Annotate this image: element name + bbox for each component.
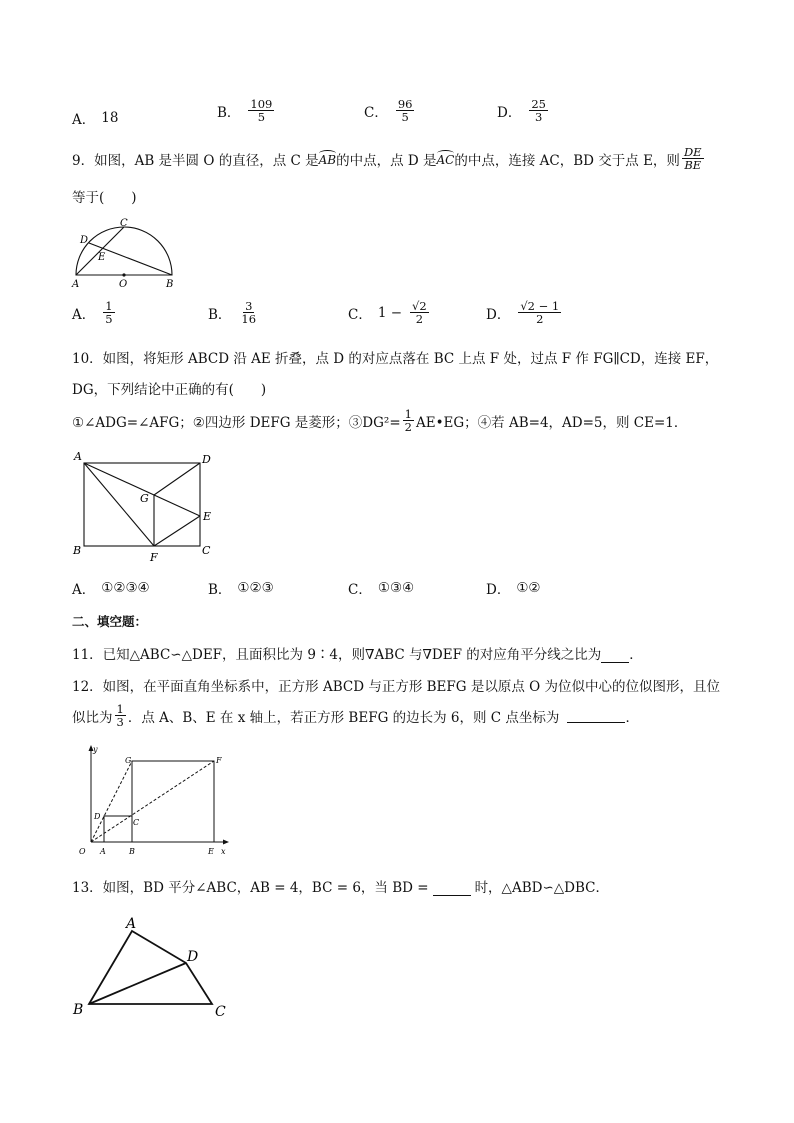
section-title-fill-in: 二、填空题： (72, 614, 148, 629)
label-f: F (216, 756, 222, 765)
label-e: E (208, 847, 214, 856)
label-b: B (166, 279, 174, 290)
q11-stem: 11．已知△ABC∽△DEF，且面积比为 9∶4，则∇ABC 与∇DEF 的对应角平分线之比为 ． (72, 647, 643, 663)
fraction: $\frac{1}{5}$ (105, 299, 113, 327)
q9-stem-line1: 9．如图，AB 是半圆 O 的直径，点 C 是 AB 的中点，点 D 是 AC 的中点，连接 AC，BD 交于点 E，则 $\frac{DE}{BE}$ (72, 145, 702, 173)
fraction-half: $\frac{1}{2}$ (404, 407, 412, 435)
q9-option-b: B． $\frac{3}{16}$ (208, 299, 257, 327)
label-d: D (187, 949, 199, 965)
fraction: $\frac{√2 - 1}{2}$ (520, 299, 560, 327)
label-g: G (140, 492, 149, 505)
label-d: D (94, 812, 101, 821)
q10-option-a: A． ①②③④ (72, 580, 150, 598)
q13-stem: 13．如图，BD 平分∠ABC，AB = 4，BC = 6，当 BD = 时，△ABD∽△DBC． (72, 880, 609, 896)
q8-option-a: A． 18 (72, 110, 119, 128)
label-a: A (72, 279, 80, 290)
answer-blank[interactable] (601, 648, 629, 663)
q10-option-d: D． ①② (486, 580, 541, 598)
label-e: E (98, 252, 106, 263)
label-e: E (203, 510, 212, 523)
q10-option-c: C． ①③④ (348, 580, 415, 598)
ratio-de-be: $\frac{DE}{BE}$ (683, 145, 702, 173)
q13-triangle-figure (70, 912, 236, 1022)
q10-rectangle-figure (68, 446, 220, 566)
q9-option-d: D． $\frac{√2 - 1}{2}$ (486, 299, 560, 327)
q12-stem-line2: 似比为 $\frac{1}{3}$ ．点 A、B、E 在 x 轴上，若正方形 BEFG 的边长为 6，则 C 点坐标为 ． (72, 702, 639, 730)
label-d: D (80, 235, 89, 246)
label-c: C (120, 218, 128, 229)
label-b: B (73, 1002, 84, 1018)
label-o: O (79, 847, 86, 856)
fraction: $\frac{√2}{2}$ (412, 299, 427, 327)
label-d: D (202, 453, 211, 466)
label-c: C (202, 544, 211, 557)
q9-semicircle-figure (68, 215, 180, 291)
arc-ac: AC (437, 150, 455, 167)
q9-stem-line2: 等于( ) (72, 190, 137, 206)
label-b: B (73, 544, 82, 557)
answer-blank[interactable] (433, 881, 471, 896)
q10-stem-line1: 10．如图，将矩形 ABCD 沿 AE 折叠，点 D 的对应点落在 BC 上点 F 处，过点 F 作 FG∥CD，连接 EF， (72, 351, 719, 367)
fraction: $\frac{25}{3}$ (531, 97, 546, 125)
q8-option-b: B． $\frac{109}{5}$ (217, 97, 273, 125)
label-x: x (221, 847, 226, 856)
label-c: C (133, 818, 140, 827)
label-a: A (126, 916, 137, 932)
fraction: $\frac{96}{5}$ (397, 97, 413, 125)
q8-option-c: C． $\frac{96}{5}$ (364, 97, 413, 125)
label-a: A (100, 847, 106, 856)
q10-statements: ①∠ADG=∠AFG；②四边形 DEFG 是菱形；③DG²= $\frac{1}{2}$ AE•EG；④若 AB=4，AD=5，则 CE=1． (72, 407, 688, 435)
label-a: A (74, 450, 82, 463)
q10-option-b: B． ①②③ (208, 580, 274, 598)
q9-option-c: C． 1 − $\frac{√2}{2}$ (348, 299, 427, 327)
label-f: F (150, 551, 158, 564)
q8-option-d: D． $\frac{25}{3}$ (497, 97, 546, 125)
fraction: $\frac{3}{16}$ (241, 299, 257, 327)
arc-ab: AB (319, 150, 336, 167)
fraction: $\frac{109}{5}$ (250, 97, 273, 125)
q12-coordinate-figure (70, 742, 232, 860)
q12-stem-line1: 12．如图，在平面直角坐标系中，正方形 ABCD 与正方形 BEFG 是以原点 O 为位似中心的位似图形，且位 (72, 679, 720, 695)
q9-option-a: A． $\frac{1}{5}$ (72, 299, 113, 327)
label-o: O (119, 279, 128, 290)
label-c: C (215, 1004, 226, 1020)
answer-blank[interactable] (567, 708, 625, 723)
label-y: y (93, 745, 98, 754)
label-g: G (125, 756, 132, 765)
label-b: B (129, 847, 135, 856)
q10-stem-line2: DG，下列结论中正确的有( ) (72, 382, 267, 398)
fraction-one-third: $\frac{1}{3}$ (116, 702, 124, 730)
